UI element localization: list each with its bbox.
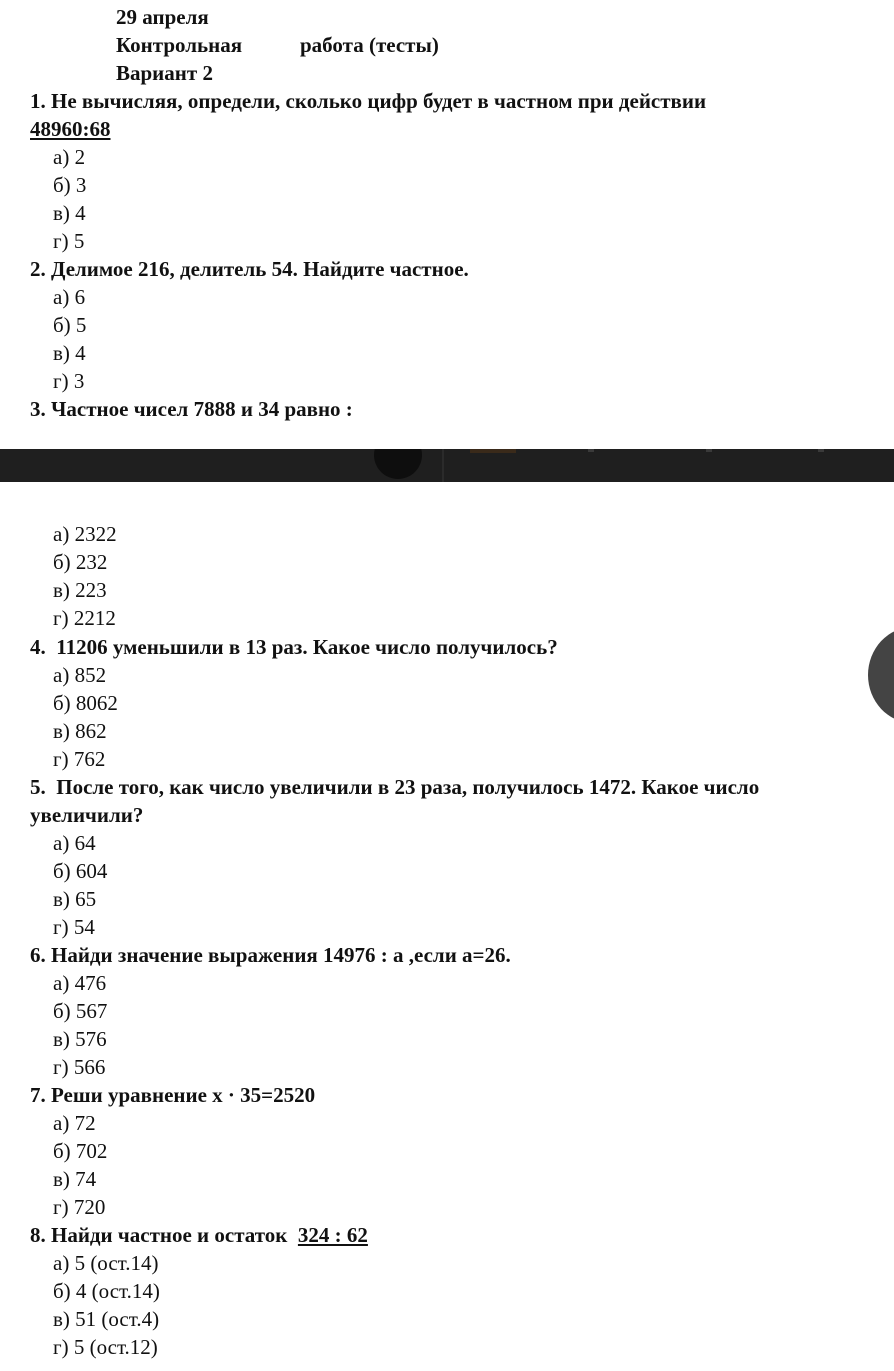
option: г) 762 xyxy=(53,747,106,771)
question-number: 3. xyxy=(30,397,46,421)
question-1 xyxy=(30,87,706,115)
option: в) 576 xyxy=(53,1027,107,1051)
option: г) 3 xyxy=(53,369,85,393)
question-text: Найди частное и остаток xyxy=(51,1223,288,1247)
option: б) 8062 xyxy=(53,691,118,715)
band-chip xyxy=(470,449,516,453)
option: б) 702 xyxy=(53,1139,108,1163)
option: б) 567 xyxy=(53,999,108,1023)
band-separator xyxy=(442,449,444,482)
expression: 48960:68 xyxy=(30,117,111,141)
question-6 xyxy=(30,941,511,969)
header-title-part1: Контрольная xyxy=(116,33,243,57)
option: б) 4 (ост.14) xyxy=(53,1279,160,1303)
option: а) 64 xyxy=(53,831,96,855)
question-text: Частное чисел 7888 и 34 равно : xyxy=(51,397,353,421)
option: а) 476 xyxy=(53,971,107,995)
option: в) 862 xyxy=(53,719,107,743)
option: в) 74 xyxy=(53,1167,97,1191)
question-text: Найди значение выражения 14976 : а ,если а=26. xyxy=(51,943,511,967)
question-1-expression xyxy=(30,115,111,143)
question-number: 2. xyxy=(30,257,46,281)
question-text: Реши уравнение х · 35=2520 xyxy=(51,1083,316,1107)
option: г) 566 xyxy=(53,1055,106,1079)
band-dot xyxy=(588,449,594,452)
question-4 xyxy=(30,633,558,661)
question-number: 7. xyxy=(30,1083,46,1107)
option: а) 852 xyxy=(53,663,107,687)
question-number: 5. xyxy=(30,775,46,799)
question-text: Делимое 216, делитель 54. Найдите частное. xyxy=(51,257,469,281)
option: г) 5 xyxy=(53,229,85,253)
question-7 xyxy=(30,1081,315,1109)
question-number: 4. xyxy=(30,635,46,659)
option: г) 5 (ост.12) xyxy=(53,1335,158,1359)
band-dot xyxy=(818,449,824,452)
question-text: После того, как число увеличили в 23 раза, получилось 1472. Какое число xyxy=(56,775,760,799)
header-variant: Вариант 2 xyxy=(116,61,213,85)
question-2 xyxy=(30,255,469,283)
screenshot-divider-band xyxy=(0,449,894,482)
option: в) 4 xyxy=(53,341,86,365)
question-5 xyxy=(30,773,759,801)
option: г) 720 xyxy=(53,1195,106,1219)
option: а) 5 (ост.14) xyxy=(53,1251,159,1275)
option: а) 72 xyxy=(53,1111,96,1135)
question-number: 8. xyxy=(30,1223,46,1247)
option: в) 51 (ост.4) xyxy=(53,1307,160,1331)
question-number: 6. xyxy=(30,943,46,967)
question-text: 11206 уменьшили в 13 раз. Какое число получилось? xyxy=(56,635,558,659)
option: в) 65 xyxy=(53,887,97,911)
option: а) 6 xyxy=(53,285,86,309)
expression: 324 : 62 xyxy=(297,1223,368,1247)
option: а) 2322 xyxy=(53,522,117,546)
question-3 xyxy=(30,395,353,423)
question-number: 1. xyxy=(30,89,46,113)
option: г) 2212 xyxy=(53,606,116,630)
option: б) 3 xyxy=(53,173,87,197)
option: б) 232 xyxy=(53,550,108,574)
question-8 xyxy=(30,1221,368,1249)
question-text: Не вычисляя, определи, сколько цифр будет в частном при действии xyxy=(51,89,707,113)
option: в) 4 xyxy=(53,201,86,225)
header-title-part2: работа (тесты) xyxy=(300,33,439,57)
option: б) 604 xyxy=(53,859,108,883)
record-button-icon[interactable] xyxy=(374,449,422,479)
option: а) 2 xyxy=(53,145,86,169)
option: б) 5 xyxy=(53,313,87,337)
option: г) 54 xyxy=(53,915,95,939)
question-5-continuation: увеличили? xyxy=(30,803,144,827)
option: в) 223 xyxy=(53,578,107,602)
header-date: 29 апреля xyxy=(116,5,209,29)
band-dot xyxy=(706,449,712,452)
